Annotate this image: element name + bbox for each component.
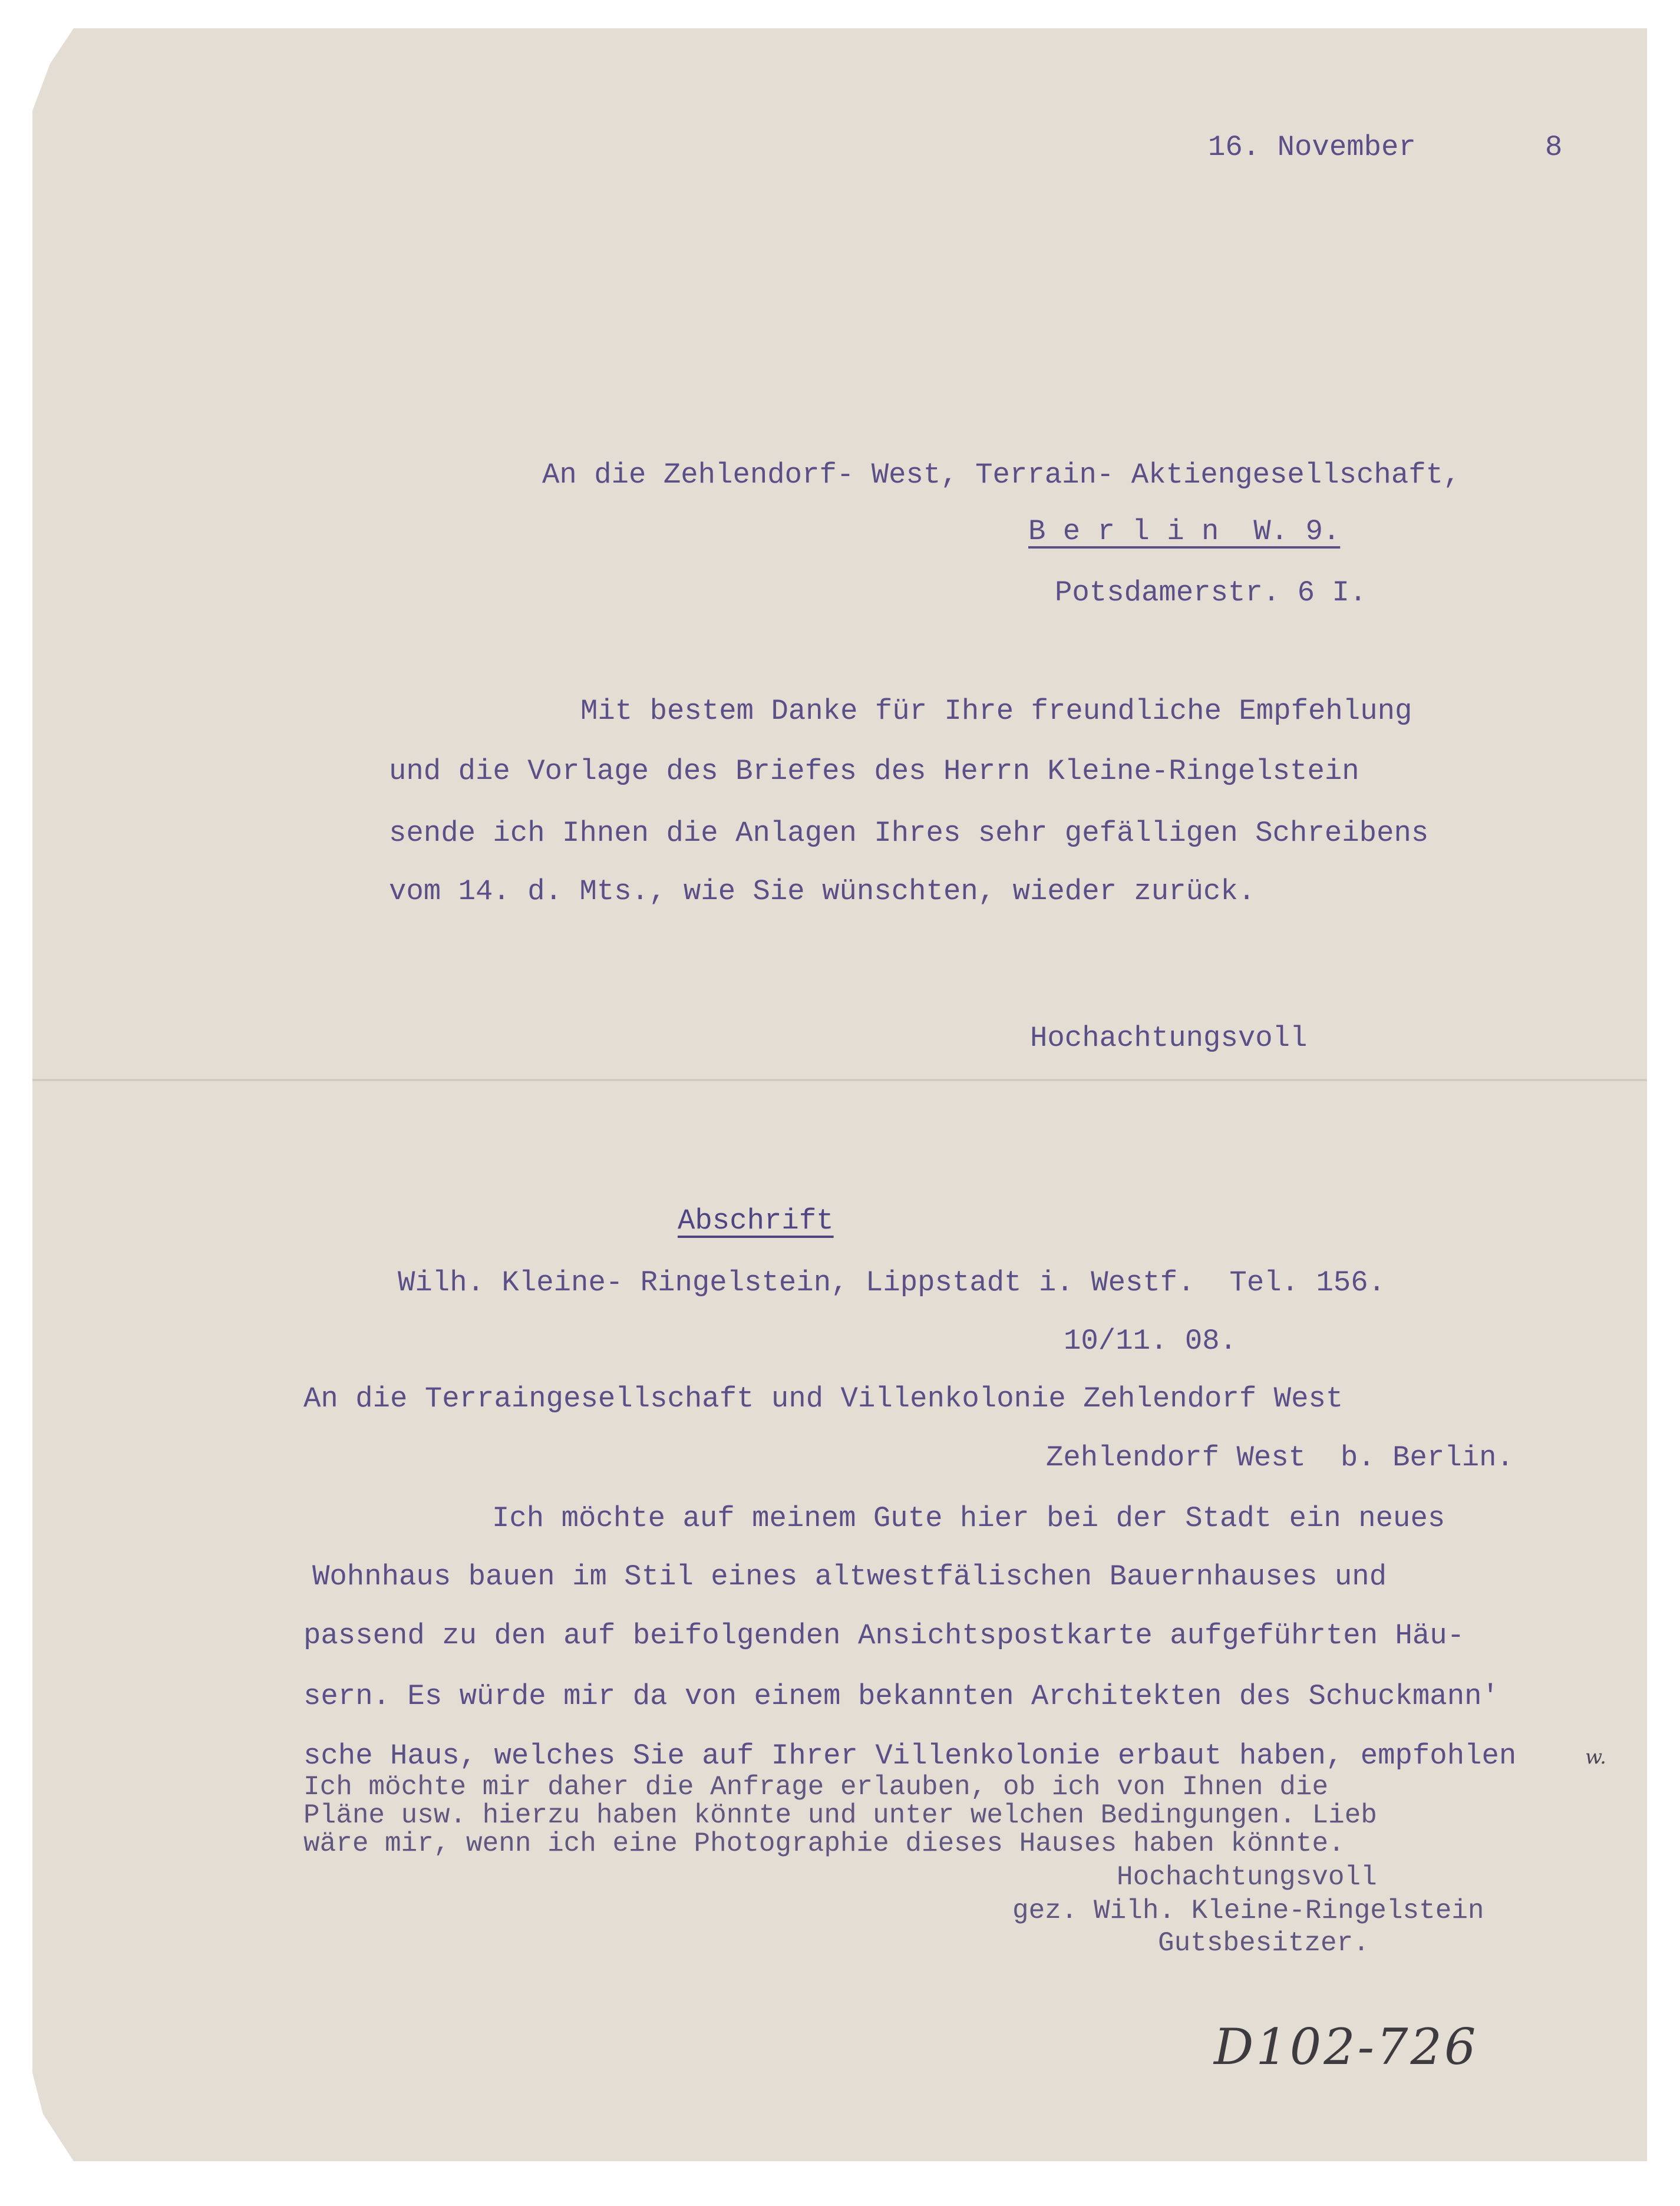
copy-body-line-3: passend zu den auf beifolgenden Ansichtspostkarte aufgeführten Häu-	[303, 1619, 1465, 1652]
copy-body-line-6: Ich möchte mir daher die Anfrage erlauben, ob ich von Ihnen die	[303, 1772, 1329, 1802]
copy-heading: Abschrift	[678, 1204, 834, 1237]
recipient-line-1: An die Zehlendorf- West, Terrain- Aktiengesellschaft,	[542, 458, 1461, 491]
copy-body-line-5: sche Haus, welches Sie auf Ihrer Villenkolonie erbaut haben, empfohlen	[303, 1739, 1517, 1772]
copy-addressee-line-1: An die Terraingesellschaft und Villenkolonie Zehlendorf West	[303, 1382, 1344, 1415]
recipient-line-3: Potsdamerstr. 6 I.	[1055, 576, 1367, 609]
copy-body-line-7: Pläne usw. hierzu haben könnte und unter welchen Bedingungen. Lieb	[303, 1800, 1377, 1831]
copy-signer-title: Gutsbesitzer.	[1158, 1928, 1369, 1959]
copy-body-line-8: wäre mir, wenn ich eine Photographie dieses Hauses haben könnte.	[303, 1828, 1345, 1859]
letter-closing: Hochachtungsvoll	[1030, 1022, 1308, 1055]
margin-correction-note: w.	[1585, 1745, 1606, 1769]
copy-body-line-4: sern. Es würde mir da von einem bekannten Architekten des Schuckmann'	[303, 1680, 1499, 1713]
copy-sender-line: Wilh. Kleine- Ringelstein, Lippstadt i. Westf. Tel. 156.	[398, 1266, 1386, 1299]
letter-date: 16. November	[1208, 131, 1416, 164]
letter-body-line-2: und die Vorlage des Briefes des Herrn Kleine-Ringelstein	[389, 755, 1359, 788]
copy-body-line-1: Ich möchte auf meinem Gute hier bei der Stadt ein neues	[492, 1502, 1445, 1535]
recipient-line-2: B e r l i n W. 9.	[1028, 515, 1341, 548]
letter-body-line-4: vom 14. d. Mts., wie Sie wünschten, wieder zurück.	[389, 875, 1256, 908]
letter-year-digit: 8	[1545, 131, 1563, 164]
fold-crease	[32, 1079, 1647, 1081]
letter-body-line-3: sende ich Ihnen die Anlagen Ihres sehr gefälligen Schreibens	[389, 817, 1429, 850]
copy-closing: Hochachtungsvoll	[1117, 1862, 1377, 1893]
copy-body-line-2: Wohnhaus bauen im Stil eines altwestfälischen Bauernhauses und	[312, 1560, 1387, 1593]
letter-body-line-1: Mit bestem Danke für Ihre freundliche Empfehlung	[580, 695, 1412, 728]
copy-addressee-line-2: Zehlendorf West b. Berlin.	[1046, 1441, 1514, 1474]
archive-mark: D102-726	[1214, 2018, 1478, 2076]
copy-signature: gez. Wilh. Kleine-Ringelstein	[1012, 1895, 1484, 1926]
copy-date: 10/11. 08.	[1064, 1325, 1237, 1358]
